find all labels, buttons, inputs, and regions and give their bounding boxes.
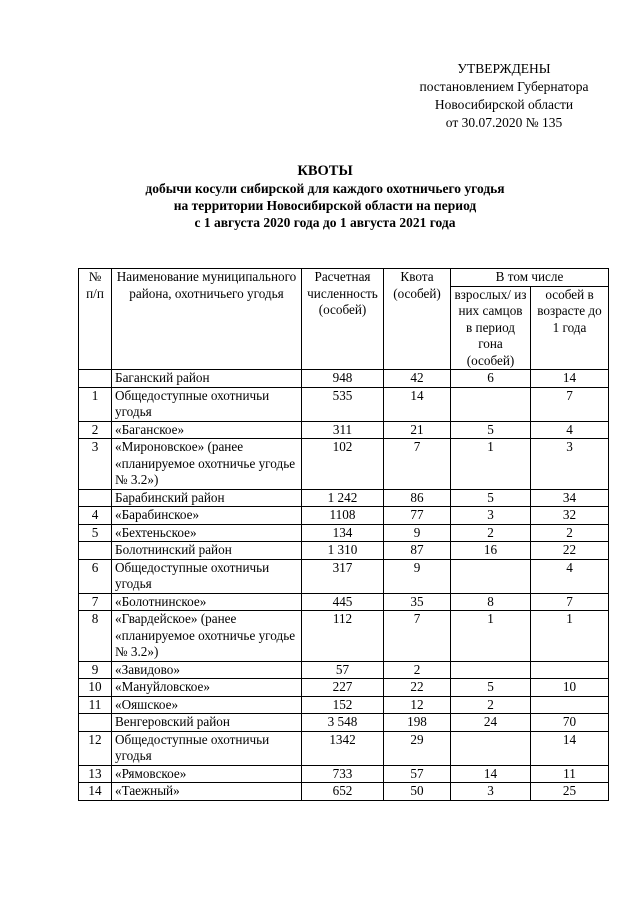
- cell-estimated: 1108: [302, 507, 384, 525]
- cell-num: 7: [79, 593, 112, 611]
- table-row: [79, 679, 609, 697]
- cell-quota: 87: [384, 542, 451, 560]
- cell-adults: 1: [451, 439, 531, 490]
- cell-quota: 7: [384, 439, 451, 490]
- header-including: В том числе: [451, 269, 609, 287]
- cell-young: [531, 696, 609, 714]
- cell-adults: 16: [451, 542, 531, 560]
- cell-name: «Барабинское»: [112, 507, 302, 525]
- cell-num: 6: [79, 559, 112, 593]
- cell-num: 11: [79, 696, 112, 714]
- cell-quota: 12: [384, 696, 451, 714]
- cell-name: Общедоступные охотничьи угодья: [112, 387, 302, 421]
- cell-adults: 3: [451, 783, 531, 801]
- cell-name: «Завидово»: [112, 661, 302, 679]
- table-body: [79, 370, 609, 801]
- cell-num: 4: [79, 507, 112, 525]
- approval-line: постановлением Губернатора: [419, 79, 589, 94]
- table-row: [79, 559, 609, 593]
- cell-num: 2: [79, 421, 112, 439]
- cell-adults: 8: [451, 593, 531, 611]
- cell-estimated: 112: [302, 611, 384, 662]
- table-row: [79, 524, 609, 542]
- cell-adults: 6: [451, 370, 531, 388]
- cell-young: 32: [531, 507, 609, 525]
- cell-quota: 35: [384, 593, 451, 611]
- cell-adults: 5: [451, 421, 531, 439]
- table-row: [79, 489, 609, 507]
- cell-young: 70: [531, 714, 609, 732]
- cell-num: 8: [79, 611, 112, 662]
- table-row: [79, 765, 609, 783]
- cell-quota: 9: [384, 524, 451, 542]
- title-sub: добычи косули сибирской для каждого охотничьего угодья: [145, 181, 505, 196]
- cell-adults: 3: [451, 507, 531, 525]
- cell-name: «Болотнинское»: [112, 593, 302, 611]
- cell-quota: 29: [384, 731, 451, 765]
- title-sub: на территории Новосибирской области на период: [173, 198, 477, 213]
- table-row: [79, 542, 609, 560]
- cell-estimated: 535: [302, 387, 384, 421]
- cell-adults: 5: [451, 489, 531, 507]
- table-row: [79, 507, 609, 525]
- cell-num: 3: [79, 439, 112, 490]
- cell-quota: 14: [384, 387, 451, 421]
- cell-estimated: 652: [302, 783, 384, 801]
- cell-young: 4: [531, 421, 609, 439]
- cell-estimated: 311: [302, 421, 384, 439]
- cell-name: «Бехтеньское»: [112, 524, 302, 542]
- table-row: [79, 611, 609, 662]
- document-title: [90, 163, 560, 231]
- cell-num: 5: [79, 524, 112, 542]
- cell-estimated: 134: [302, 524, 384, 542]
- cell-name: «Гвардейское» (ранее «планируемое охотничье угодье № 3.2»): [112, 611, 302, 662]
- cell-estimated: 317: [302, 559, 384, 593]
- cell-quota: 198: [384, 714, 451, 732]
- cell-adults: [451, 731, 531, 765]
- cell-young: 10: [531, 679, 609, 697]
- cell-name: «Рямовское»: [112, 765, 302, 783]
- cell-adults: [451, 661, 531, 679]
- table-row: [79, 731, 609, 765]
- cell-estimated: 948: [302, 370, 384, 388]
- approval-line: УТВЕРЖДЕНЫ: [457, 61, 551, 76]
- cell-quota: 7: [384, 611, 451, 662]
- cell-young: [531, 661, 609, 679]
- table-row: [79, 370, 609, 388]
- cell-adults: 14: [451, 765, 531, 783]
- cell-young: 25: [531, 783, 609, 801]
- cell-quota: 86: [384, 489, 451, 507]
- table-row: [79, 439, 609, 490]
- header-young: особей в возрасте до 1 года: [531, 286, 609, 370]
- table-row: [79, 714, 609, 732]
- cell-estimated: 1 310: [302, 542, 384, 560]
- cell-num: [79, 542, 112, 560]
- cell-quota: 2: [384, 661, 451, 679]
- cell-name: Барабинский район: [112, 489, 302, 507]
- table-row: [79, 783, 609, 801]
- cell-estimated: 733: [302, 765, 384, 783]
- cell-adults: [451, 387, 531, 421]
- cell-young: 22: [531, 542, 609, 560]
- cell-young: 7: [531, 387, 609, 421]
- cell-young: 34: [531, 489, 609, 507]
- cell-young: 3: [531, 439, 609, 490]
- cell-num: [79, 370, 112, 388]
- table-row: [79, 421, 609, 439]
- cell-name: «Баганское»: [112, 421, 302, 439]
- cell-adults: [451, 559, 531, 593]
- cell-estimated: 445: [302, 593, 384, 611]
- cell-estimated: 3 548: [302, 714, 384, 732]
- title-sub: с 1 августа 2020 года до 1 августа 2021 года: [194, 215, 456, 230]
- cell-estimated: 102: [302, 439, 384, 490]
- cell-adults: 24: [451, 714, 531, 732]
- quota-table: [78, 268, 609, 801]
- cell-name: «Мироновское» (ранее «планируемое охотничье угодье № 3.2»): [112, 439, 302, 490]
- approval-line: от 30.07.2020 № 135: [445, 115, 563, 130]
- cell-quota: 57: [384, 765, 451, 783]
- header-name: Наименование муниципального района, охотничьего угодья: [112, 269, 302, 370]
- cell-num: [79, 489, 112, 507]
- cell-estimated: 1 242: [302, 489, 384, 507]
- cell-name: Общедоступные охотничьи угодья: [112, 731, 302, 765]
- cell-name: «Таежный»: [112, 783, 302, 801]
- cell-estimated: 57: [302, 661, 384, 679]
- header-num: № п/п: [79, 269, 112, 370]
- approval-block: [400, 60, 608, 132]
- cell-young: 14: [531, 370, 609, 388]
- header-estimated: Расчетная численность (особей): [302, 269, 384, 370]
- cell-young: 2: [531, 524, 609, 542]
- cell-estimated: 227: [302, 679, 384, 697]
- cell-young: 11: [531, 765, 609, 783]
- cell-num: 12: [79, 731, 112, 765]
- table-row: [79, 696, 609, 714]
- cell-young: 14: [531, 731, 609, 765]
- cell-num: 13: [79, 765, 112, 783]
- cell-name: Общедоступные охотничьи угодья: [112, 559, 302, 593]
- cell-young: 7: [531, 593, 609, 611]
- cell-name: Венгеровский район: [112, 714, 302, 732]
- cell-young: 1: [531, 611, 609, 662]
- cell-name: Болотнинский район: [112, 542, 302, 560]
- cell-adults: 1: [451, 611, 531, 662]
- cell-num: 10: [79, 679, 112, 697]
- cell-num: 1: [79, 387, 112, 421]
- cell-quota: 22: [384, 679, 451, 697]
- cell-num: 14: [79, 783, 112, 801]
- table-row: [79, 387, 609, 421]
- table-row: [79, 593, 609, 611]
- approval-line: Новосибирской области: [434, 97, 574, 112]
- cell-num: [79, 714, 112, 732]
- table-row: [79, 661, 609, 679]
- title-main: КВОТЫ: [297, 163, 353, 179]
- cell-adults: 2: [451, 696, 531, 714]
- cell-adults: 2: [451, 524, 531, 542]
- cell-name: Баганский район: [112, 370, 302, 388]
- cell-quota: 42: [384, 370, 451, 388]
- cell-quota: 9: [384, 559, 451, 593]
- cell-quota: 50: [384, 783, 451, 801]
- cell-name: «Мануйловское»: [112, 679, 302, 697]
- header-adults: взрослых/ из них самцов в период гона (особей): [451, 286, 531, 370]
- cell-young: 4: [531, 559, 609, 593]
- cell-estimated: 1342: [302, 731, 384, 765]
- cell-num: 9: [79, 661, 112, 679]
- header-row: [79, 269, 609, 287]
- cell-quota: 21: [384, 421, 451, 439]
- cell-quota: 77: [384, 507, 451, 525]
- cell-adults: 5: [451, 679, 531, 697]
- header-quota: Квота (особей): [384, 269, 451, 370]
- cell-name: «Ояшское»: [112, 696, 302, 714]
- cell-estimated: 152: [302, 696, 384, 714]
